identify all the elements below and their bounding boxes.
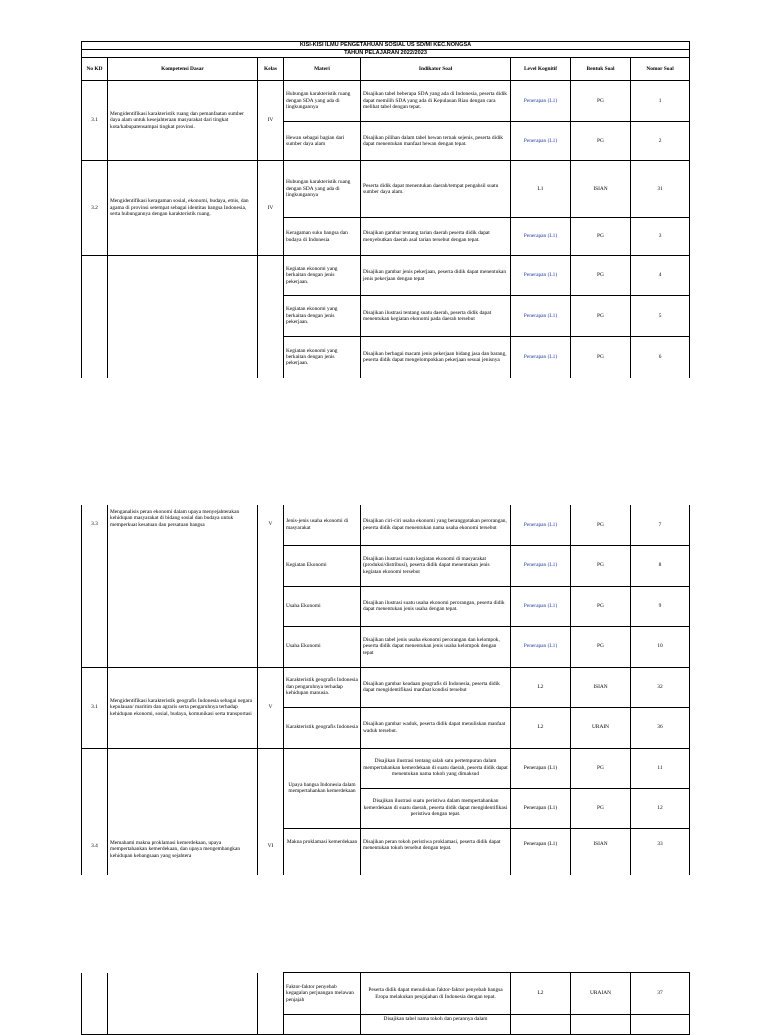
header-indikator: Indikator Soal: [361, 58, 511, 81]
level-cell: Penerapan (L1): [511, 748, 571, 788]
materi-cell: Kegiatan ekonomi yang berkaitan dengan jenis pekerjaan.: [284, 256, 361, 296]
indikator-cell: Disajikan pilihan dalam tabel hewan ternak sejenis, peserta didik dapat menentukan manfaat hewan dengan tepat.: [361, 122, 511, 161]
kd-text: Mengidentifikasi karakteristik geografis Indonesia sebagai negara kepulauan/ maritim dan agraris serta pengaruhnya terhadap kehidupan ekonomi, sosial, budaya, komunikasi serta transportasi: [108, 667, 258, 748]
kd-number-empty: [82, 256, 108, 378]
level-cell: L2: [511, 973, 571, 1015]
nomor-cell: 11: [631, 748, 690, 788]
materi-cell: Faktor-faktor penyebab kegagalan perjuangan melawan penjajah: [284, 973, 361, 1015]
bentuk-cell: URAIAN: [571, 973, 631, 1015]
level-cell-empty: [511, 1015, 571, 1035]
kd-text-empty: [108, 973, 258, 1035]
kd-kelas: V: [258, 505, 284, 667]
level-cell: L2: [511, 667, 571, 707]
materi-cell: Makna proklamasi kemerdekaan: [284, 828, 361, 875]
materi-cell: Usaha Ekonomi: [284, 586, 361, 626]
header-kompetensi: Kompetensi Dasar: [108, 58, 258, 81]
level-cell: Penerapan (L1): [511, 122, 571, 161]
level-cell: Penerapan (L1): [511, 828, 571, 875]
bentuk-cell: PG: [571, 218, 631, 256]
nomor-cell-empty: [631, 1015, 690, 1035]
nomor-cell: 12: [631, 788, 690, 828]
doc-subtitle: TAHUN PELAJARAN 2022/2023: [82, 50, 690, 58]
bentuk-cell: PG: [571, 337, 631, 378]
nomor-cell: 37: [631, 973, 690, 1015]
table-row: [82, 161, 690, 218]
indikator-cell: Peserta didik dapat menuliskan faktor-faktor penyebab bangsa Eropa melakukan penjajahan di Indonesia dengan tepat.: [361, 973, 511, 1015]
bentuk-cell: PG: [571, 122, 631, 161]
kd-number: 3.3: [82, 505, 108, 667]
indikator-cell: Disajikan tabel jenis usaha ekonomi perorangan dan kelompok, peserta didik dapat menentukan jenis usaha kelompok dengan tepat: [361, 626, 511, 667]
nomor-cell: 4: [631, 256, 690, 296]
materi-cell: Kegiatan ekonomi yang berkaitan dengan jenis pekerjaan.: [284, 337, 361, 378]
bentuk-cell: PG: [571, 256, 631, 296]
level-cell: Penerapan (L1): [511, 256, 571, 296]
bentuk-cell: PG: [571, 505, 631, 545]
bentuk-cell: ISIAN: [571, 828, 631, 875]
indikator-cell: Disajikan gambar jenis pekerjaan, peserta didik dapat menentukan jenis pekerjaan dengan tepat: [361, 256, 511, 296]
kd-text-empty: [108, 256, 258, 378]
indikator-cell: Disajikan tabel nama tokoh dan perannya dalam: [361, 1015, 511, 1035]
header-nomor: Nomor Soal: [631, 58, 690, 81]
bentuk-cell: URAIN: [571, 707, 631, 748]
header-bentuk: Bentuk Soal: [571, 58, 631, 81]
indikator-cell: Disajikan ilustrasi tentang salah satu pertempuran dalam mempertahankan kemerdekaan di suatu daerah, peserta didik dapat menentukan nama tokoh yang dimaksud: [361, 748, 511, 788]
indikator-cell: Disajikan ilustrasi suatu usaha ekonomi perorangan, peserta didik dapat menentukan jenis usaha dengan tepat.: [361, 586, 511, 626]
kisi-kisi-table-page-1: [81, 41, 690, 378]
kd-number: 3.1: [82, 667, 108, 748]
bentuk-cell: PG: [571, 788, 631, 828]
nomor-cell: 3: [631, 218, 690, 256]
materi-cell: Kegiatan Ekonomi: [284, 545, 361, 586]
kd-text: Mengidentifikasi keragaman sosial, ekonomi, budaya, etnis, dan agama di provinsi setempat sebagai identitas bangsa Indonesia, serta hubungannya dengan karakteristik ruang.: [108, 161, 258, 256]
kd-kelas-empty: [258, 256, 284, 378]
nomor-cell: 33: [631, 828, 690, 875]
kd-text: Memahami makna proklamasi kemerdekaan, upaya mempertahankan kemerdekaan, dan upaya mengembangkan kehidupan kebangsaan yang sejahtera: [108, 748, 258, 875]
level-cell: L1: [511, 161, 571, 218]
kd-kelas: IV: [258, 161, 284, 256]
level-cell: Penerapan (L1): [511, 505, 571, 545]
level-cell: Penerapan (L1): [511, 586, 571, 626]
materi-cell: Karakteristik geografis Indonesia dan pengaruhnya terhadap kehidupan manusia.: [284, 667, 361, 707]
doc-title: KISI-KISI ILMU PENGETAHUAN SOSIAL US SD/MI KEC.NONGSA: [82, 42, 690, 50]
kd-text: Mengidentifikasi karakteristik ruang dan pemanfaatan sumber daya alam untuk kesejahteraan masyarakat dari tingkat kota/kabupatensampai tingkat provinsi.: [108, 81, 258, 161]
bentuk-cell: ISIAN: [571, 667, 631, 707]
nomor-cell: 31: [631, 161, 690, 218]
bentuk-cell: PG: [571, 545, 631, 586]
materi-cell: Jenis-jenis usaha ekonomi di masyarakat: [284, 505, 361, 545]
bentuk-cell: PG: [571, 296, 631, 337]
materi-cell: Karakteristik geografis Indonesia: [284, 707, 361, 748]
indikator-cell: Disajikan gambar waduk, peserta didik dapat menuliskan manfaat waduk tersebut.: [361, 707, 511, 748]
nomor-cell: 32: [631, 667, 690, 707]
indikator-cell: Disajikan peran tokoh peristiwa proklamasi, peserta didik dapat menentukan tokoh tersebut dengan tepat.: [361, 828, 511, 875]
kd-kelas: IV: [258, 81, 284, 161]
materi-cell-empty: [284, 1015, 361, 1035]
bentuk-cell-empty: [571, 1015, 631, 1035]
level-cell: Penerapan (L1): [511, 218, 571, 256]
kd-number: 3.2: [82, 161, 108, 256]
table-row: [82, 973, 690, 1015]
indikator-cell: Disajikan tabel beberapa SDA yang ada di Indonesia, peserta didik dapat memilih SDA yang ada di Kepulauan Riau dengan cara melihat tabel dengan tepat.: [361, 81, 511, 122]
table-row: [82, 748, 690, 788]
header-level: Level Kognitif: [511, 58, 571, 81]
indikator-cell: Disajikan berbagai macam jenis pekerjaan bidang jasa dan barang, peserta didik dapat mengelompokkan pekerjaan sesuai jenisnya: [361, 337, 511, 378]
kisi-kisi-table-page-3: [81, 972, 690, 1035]
level-cell: L2: [511, 707, 571, 748]
materi-cell: Hewan sebagai bagian dari sumber daya alam: [284, 122, 361, 161]
indikator-cell: Disajikan gambar keadaan geografis di Indonesia, peserta didik dapat mengidentifikasi manfaat kondisi tersebut: [361, 667, 511, 707]
kd-kelas: VI: [258, 748, 284, 875]
kd-number-empty: [82, 973, 108, 1035]
kd-number: 3.1: [82, 81, 108, 161]
materi-cell: Usaha Ekonomi: [284, 626, 361, 667]
nomor-cell: 1: [631, 81, 690, 122]
nomor-cell: 2: [631, 122, 690, 161]
indikator-cell: Disajikan ilustrasi suatu kegiatan ekonomi di masyarakat (produksi/distribusi), peserta didik dapat menentukan jenis kegiatan ekonomi tersebut: [361, 545, 511, 586]
indikator-cell: Disajikan gambar tentang tarian daerah peserta didik dapat menyebutkan daerah asal tarian tersebut dengan tepat.: [361, 218, 511, 256]
level-cell: Penerapan (L1): [511, 545, 571, 586]
indikator-cell: Disajikan ilustrasi tentang suatu daerah, peserta didik dapat menentukan kegiatan ekonomi pada daerah tersebut: [361, 296, 511, 337]
indikator-cell: Disajikan ciri-ciri usaha ekonomi yang beranggotakan perorangan, peserta didik dapat menentukan nama usaha ekonomi tersebut: [361, 505, 511, 545]
kd-text: Menganalisis peran ekonomi dalam upaya menyejahterakan kehidupan masyarakat di bidang sosial dan budaya untuk memperkuat kesatuan dan persatuan bangsa: [108, 505, 258, 667]
kd-number: 3.4: [82, 748, 108, 875]
materi-cell: Hubungan karakteristik ruang dengan SDA yang ada di lingkungannya: [284, 161, 361, 218]
nomor-cell: 10: [631, 626, 690, 667]
nomor-cell: 6: [631, 337, 690, 378]
level-cell: Penerapan (L1): [511, 626, 571, 667]
kisi-kisi-table-page-2: [81, 505, 690, 875]
nomor-cell: 8: [631, 545, 690, 586]
materi-cell: Hubungan karakteristik ruang dengan SDA yang ada di lingkungannya: [284, 81, 361, 122]
level-cell: Penerapan (L1): [511, 296, 571, 337]
indikator-cell: Peserta didik dapat menentukan daerah/tempat pengahsil suatu sumber daya alam.: [361, 161, 511, 218]
level-cell: Penerapan (L1): [511, 337, 571, 378]
nomor-cell: 9: [631, 586, 690, 626]
materi-cell: Keragaman suku bangsa dan budaya di Indonesia: [284, 218, 361, 256]
bentuk-cell: PG: [571, 748, 631, 788]
level-cell: Penerapan (L1): [511, 788, 571, 828]
nomor-cell: 5: [631, 296, 690, 337]
nomor-cell: 36: [631, 707, 690, 748]
bentuk-cell: PG: [571, 81, 631, 122]
header-kelas: Kelas: [258, 58, 284, 81]
nomor-cell: 7: [631, 505, 690, 545]
kd-kelas: V: [258, 667, 284, 748]
table-row: [82, 505, 690, 545]
header-materi: Materi: [284, 58, 361, 81]
table-row: [82, 81, 690, 122]
table-row: [82, 256, 690, 296]
bentuk-cell: PG: [571, 626, 631, 667]
bentuk-cell: ISIAN: [571, 161, 631, 218]
level-cell: Penerapan (L1): [511, 81, 571, 122]
materi-cell: Upaya bangsa Indonesia dalam mempertahankan kemerdekaan: [284, 748, 361, 828]
bentuk-cell: PG: [571, 586, 631, 626]
header-no-kd: No KD: [82, 58, 108, 81]
header-row: [82, 58, 690, 81]
kd-kelas-empty: [258, 973, 284, 1035]
indikator-cell: Disajikan ilustrasi suatu peristiwa dalam mempertahankan kemerdekaan di suatu daerah, peserta didik dapat mengidentifikasi peristiwa dengan tepat.: [361, 788, 511, 828]
table-row: [82, 667, 690, 707]
materi-cell: Kegiatan ekonomi yang berkaitan dengan jenis pekerjaan.: [284, 296, 361, 337]
